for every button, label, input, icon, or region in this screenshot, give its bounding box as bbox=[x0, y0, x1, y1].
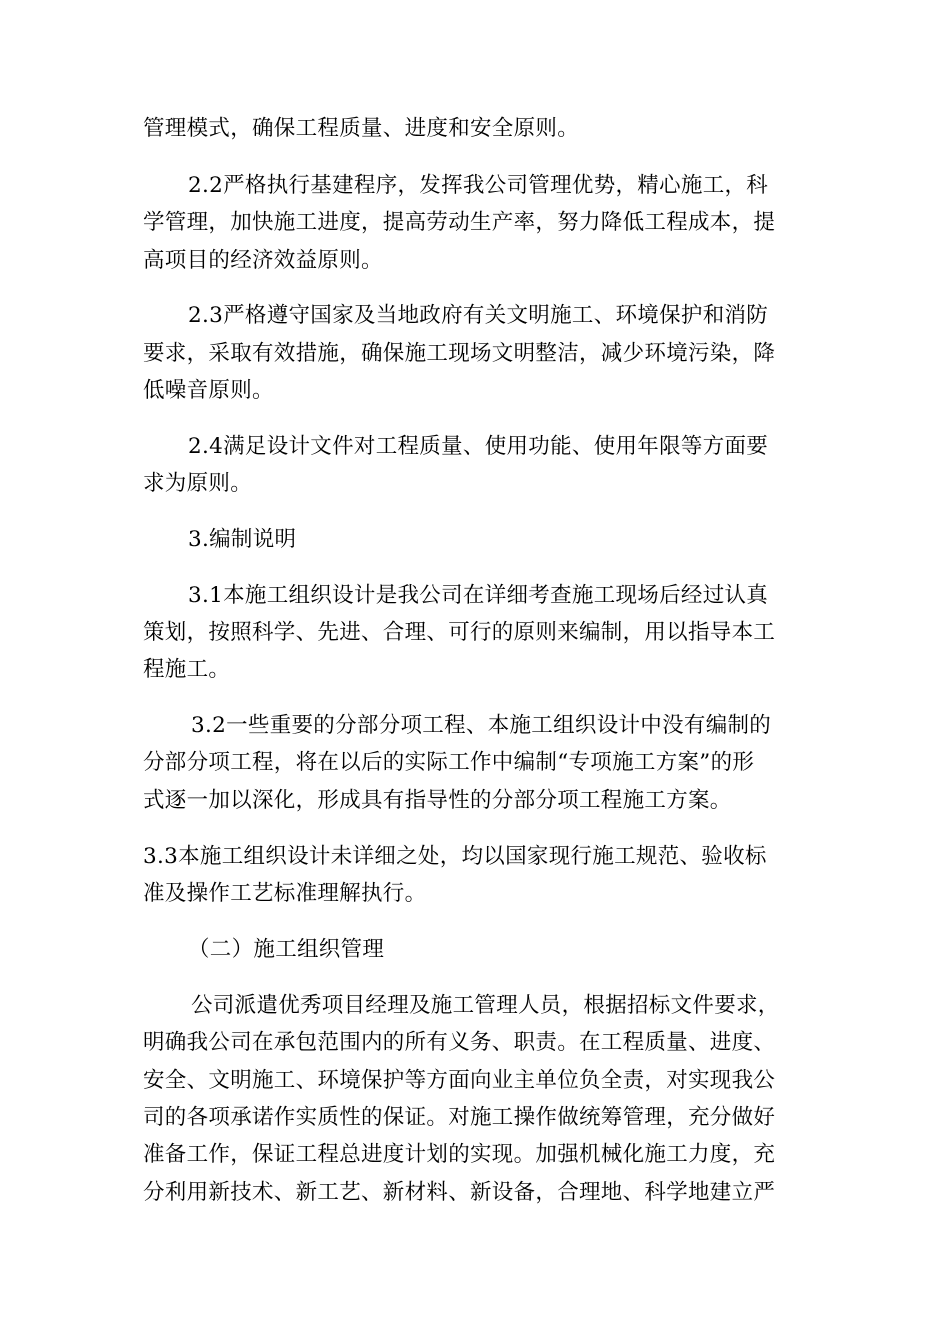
text-line: 策划，按照科学、先进、合理、可行的原则来编制，用以指导本工 bbox=[143, 620, 776, 645]
text-line: 2.2严格执行基建程序，发挥我公司管理优势，精心施工，科 bbox=[188, 173, 769, 198]
text-line: 3.2一些重要的分部分项工程、本施工组织设计中没有编制的 bbox=[191, 713, 772, 738]
section-heading: 3.编制说明 bbox=[188, 527, 297, 552]
text-line: 求为原则。 bbox=[143, 471, 253, 496]
text-line: 2.4满足设计文件对工程质量、使用功能、使用年限等方面要 bbox=[188, 434, 769, 459]
text-line: 明确我公司在承包范围内的所有义务、职责。在工程质量、进度、 bbox=[143, 1030, 776, 1055]
text-line: 分部分项工程，将在以后的实际工作中编制“专项施工方案”的形 bbox=[143, 750, 755, 775]
text-line: 2.3严格遵守国家及当地政府有关文明施工、环境保护和消防 bbox=[188, 303, 769, 328]
text-line: 高项目的经济效益原则。 bbox=[143, 248, 383, 273]
text-line: 管理模式，确保工程质量、进度和安全原则。 bbox=[143, 116, 580, 141]
section-heading: （二）施工组织管理 bbox=[188, 937, 385, 962]
text-line: 公司派遣优秀项目经理及施工管理人员，根据招标文件要求， bbox=[191, 993, 780, 1018]
text-line: 式逐一加以深化，形成具有指导性的分部分项工程施工方案。 bbox=[143, 788, 732, 813]
text-line: 司的各项承诺作实质性的保证。对施工操作做统筹管理，充分做好 bbox=[143, 1105, 776, 1130]
text-line: 程施工。 bbox=[143, 657, 231, 682]
text-line: 安全、文明施工、环境保护等方面向业主单位负全责，对实现我公 bbox=[143, 1068, 776, 1093]
text-line: 学管理，加快施工进度，提高劳动生产率，努力降低工程成本，提 bbox=[143, 210, 776, 235]
text-line: 分利用新技术、新工艺、新材料、新设备，合理地、科学地建立严 bbox=[143, 1180, 776, 1205]
text-line: 准备工作，保证工程总进度计划的实现。加强机械化施工力度，充 bbox=[143, 1142, 776, 1167]
text-line: 3.3本施工组织设计未详细之处，均以国家现行施工规范、验收标 bbox=[143, 844, 767, 869]
text-line: 准及操作工艺标准理解执行。 bbox=[143, 881, 427, 906]
text-line: 低噪音原则。 bbox=[143, 378, 274, 403]
text-line: 3.1本施工组织设计是我公司在详细考查施工现场后经过认真 bbox=[188, 583, 769, 608]
text-line: 要求，采取有效措施，确保施工现场文明整洁，减少环境污染，降 bbox=[143, 341, 776, 366]
